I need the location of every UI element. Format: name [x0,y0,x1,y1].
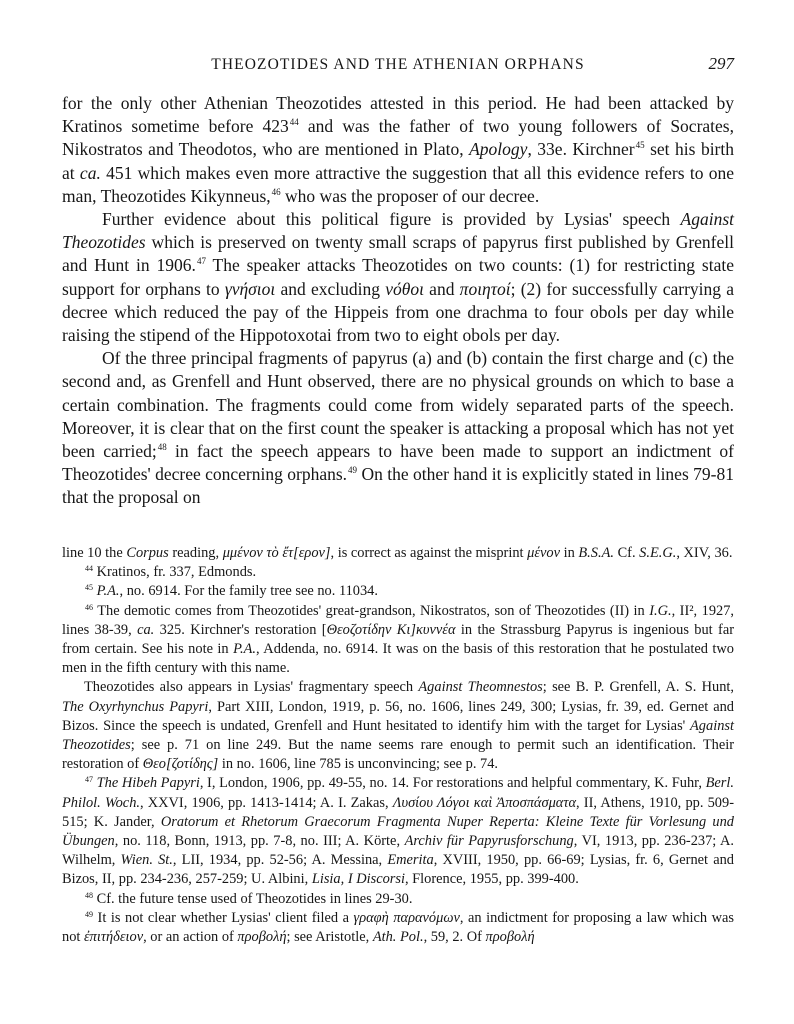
paragraph-2: Further evidence about this political figure is provided by Lysias' speech Against Theozotides which is preserved on twenty small scraps of papyrus first published by Grenfell and Hunt in 1906.47 The speaker attacks Theozotides on two counts: (1) for restricting state support for orphans to γνήσιοι and excluding νόθοι and ποιητοί; (2) for successfully carrying a decree which reduced the pay of the Hippeis from one drachma to four obols per day while raising the stipend of the Hippotoxotai from two to eight obols per day. [62,209,734,346]
footnote-44: $^{44}$ Kratinos, fr. 337, Edmonds. [85,564,257,581]
footnote-49: $^{49}$ It is not clear whether Lysias' client filed a γραφὴ παρανόμων, an indictment for proposing a law which was not ἐπιτήδειον, or an action of προβολή; see Aristotle, Ath. Pol., 59, 2. Of προβολή [62,909,734,946]
paragraph-1: for the only other Athenian Theozotides attested in this period. He had been attacked by Kratinos sometime before 423$^{44}$ and was the father of two young followers of Socrates, Nikostratos and Theodotos, who are mentioned in Plato, Apology, 33e. Kirchner$^{45}$ set his birth at ca. 451 which makes even more attractive the suggestion that all this evidence refers to one man, Theozotides Kikynneus,$^{46}$ who was the proposer of our decree. [62,93,734,206]
running-title: THEOZOTIDES AND THE ATHENIAN ORPHANS [211,56,585,73]
footnote-ref-44[interactable]: 44 [289,117,299,128]
footnote-46: $^{46}$ The demotic comes from Theozotides' great-grandson, Nikostratos, son of Theozotides (II) in I.G., II², 1927, lines 38-39, ca. 325. Kirchner's restoration [Θεοζοτίδην Κι]κυννέα in the Strassburg Papyrus is ingenious but far from certain. See his note in P.A., Addenda, no. 6914. It was on the basis of this restoration that he postulated two men in the fifth century with this name. [62,602,735,677]
footnote-45: $^{45}$ P.A., no. 6914. For the family tree see no. 11034. [85,583,378,600]
paragraph-3: Of the three principal fragments of papyrus (a) and (b) contain the first charge and (c) the second and, as Grenfell and Hunt observed, there are no physical grounds on which to base a certain combination. The fragments could come from widely separated parts of the speech. Moreover, it is clear that on the first count the speaker is attacking a proposal which has not yet been carried;$^{48}$ in fact the speech appears to have been made to support an indictment of Theozotides' decree concerning orphans.$^{49}$ On the other hand it is explicitly stated in lines 79-81 that the proposal on [62,348,735,508]
footnote-46-continued: Theozotides also appears in Lysias' fragmentary speech Against Theomnestos; see B. P. Grenfell, A. S. Hunt, The Oxyrhynchus Papyri, Part XIII, London, 1919, p. 56, no. 1606, lines 249, 300; Lysias, fr. 39, ed. Gernet and Bizos. Since the speech is undated, Grenfell and Hunt hesitated to identify him with the target for Lysias' Against Theozotides; see p. 71 on line 249. But the name seems rare enough to permit such an identification. Their restoration of Θεο[ζοτίδης] in no. 1606, line 785 is unconvincing; see p. 74. [62,679,734,773]
page-header [62,52,734,76]
footnote-ref-45[interactable]: 45 [635,140,645,151]
footnotes [62,544,734,947]
page-number: 297 [708,54,734,73]
main-text [62,92,734,510]
footnote-ref-46[interactable]: 46 [271,186,281,197]
footnote-48: $^{48}$ Cf. the future tense used of Theozotides in lines 29-30. [85,890,413,907]
footnote-ref-47[interactable]: 47 [196,256,206,267]
footnote-continuation: line 10 the Corpus reading, μμένον τὸ ἔτ[ερον], is correct as against the misprint μένον in B.S.A. Cf. S.E.G., XIV, 36. [62,545,733,561]
footnote-47: $^{47}$ The Hibeh Papyri, I, London, 1906, pp. 49-55, no. 14. For restorations and helpful commentary, K. Fuhr, Berl. Philol. Woch., XXVI, 1906, pp. 1413-1414; A. I. Zakas, Λυσίου Λόγοι καὶ Ἀποσπάσματα, II, Athens, 1910, pp. 509-515; K. Jander, Oratorum et Rhetorum Graecorum Fragmenta Nuper Reperta: Kleine Texte für Vorlesung und Übungen, no. 118, Bonn, 1913, pp. 7-8, no. III; A. Körte, Archiv für Papyrusforschung, VI, 1913, pp. 236-237; A. Wilhelm, Wien. St., LII, 1934, pp. 52-56; A. Messina, Emerita, XVIII, 1950, pp. 66-69; Lysias, fr. 6, Gernet and Bizos, II, pp. 234-236, 257-259; U. Albini, Lisia, I Discorsi, Florence, 1955, pp. 399-400. [62,775,735,888]
footnote-ref-49[interactable]: 49 [348,465,358,476]
footnote-ref-48[interactable]: 48 [157,442,167,453]
